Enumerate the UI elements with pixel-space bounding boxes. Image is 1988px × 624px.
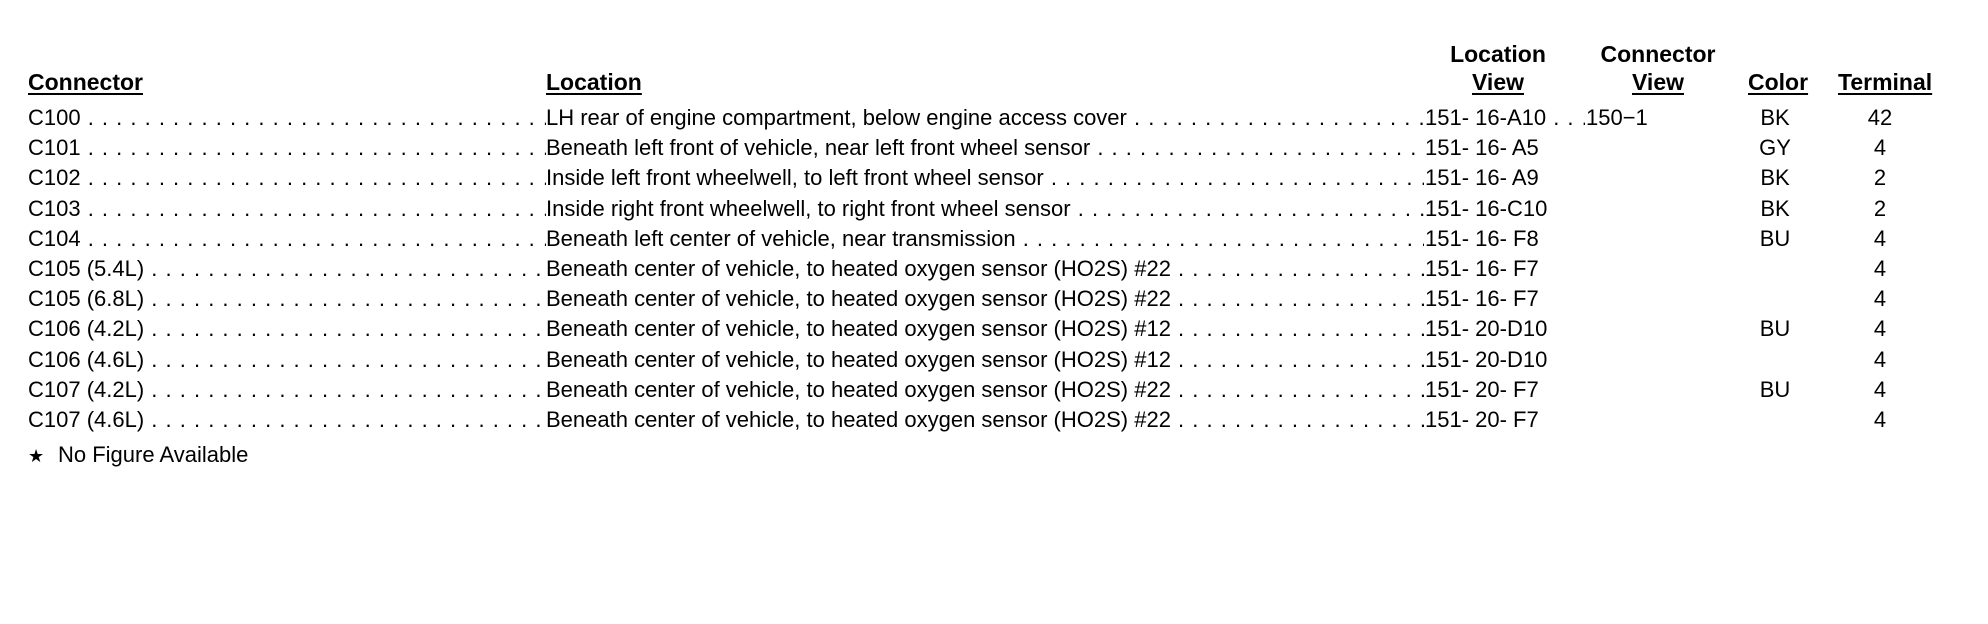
cell-location-view-text: 151- 16- A5 — [1425, 135, 1539, 161]
cell-location-view — [1425, 254, 1585, 284]
cell-location — [546, 163, 1424, 193]
dot-leader — [1044, 165, 1424, 190]
cell-location-text: Beneath center of vehicle, to heated oxygen sensor (HO2S) #22 — [546, 286, 1171, 312]
dot-leader — [81, 105, 546, 130]
cell-terminal-text: 4 — [1873, 286, 1887, 312]
cell-color-text: BK — [1760, 195, 1790, 221]
cell-connector-text: C105 (5.4L) — [28, 255, 145, 281]
table-row — [28, 254, 1968, 284]
cell-terminal — [1840, 103, 1920, 133]
cell-location-view-text: 151- 16- F7 — [1425, 255, 1539, 281]
cell-connector-text: C101 — [28, 135, 81, 161]
table-row — [28, 133, 1968, 163]
cell-location-text: Beneath left front of vehicle, near left front wheel sensor — [546, 135, 1091, 161]
table-body — [28, 103, 1968, 435]
cell-location-view-text: 151- 16-A10 — [1425, 105, 1547, 130]
table-row — [28, 375, 1968, 405]
cell-terminal-text: 4 — [1873, 376, 1887, 402]
header-location-view-line1: Location — [1450, 41, 1546, 67]
dot-leader — [144, 316, 546, 341]
cell-location-text: Beneath center of vehicle, to heated oxygen sensor (HO2S) #12 — [546, 346, 1171, 372]
cell-location-view-text: 151- 20-D10 — [1425, 346, 1548, 372]
cell-color — [1740, 314, 1810, 344]
cell-color-text: GY — [1759, 135, 1791, 161]
footnote-text: No Figure Available — [58, 442, 249, 467]
header-connector: Connector — [28, 69, 143, 95]
dot-leader — [144, 286, 546, 311]
header-location: Location — [546, 69, 642, 95]
table-row — [28, 194, 1968, 224]
cell-terminal-text: 4 — [1873, 135, 1887, 161]
cell-location-text: Inside right front wheelwell, to right front wheel sensor — [546, 195, 1071, 221]
table-row — [28, 163, 1968, 193]
cell-location — [546, 345, 1424, 375]
cell-location-view — [1425, 314, 1585, 344]
cell-terminal — [1840, 133, 1920, 163]
dot-leader — [1171, 316, 1424, 341]
cell-color-text: BU — [1759, 376, 1791, 402]
cell-terminal — [1840, 405, 1920, 435]
dot-leader — [1546, 105, 1585, 130]
cell-location-view — [1425, 284, 1585, 314]
cell-terminal — [1840, 194, 1920, 224]
cell-location-view — [1425, 405, 1585, 435]
cell-terminal-text: 2 — [1873, 165, 1887, 191]
cell-location — [546, 194, 1424, 224]
cell-connector — [28, 405, 546, 435]
dot-leader — [1171, 286, 1424, 311]
cell-location-text: Beneath center of vehicle, to heated oxygen sensor (HO2S) #22 — [546, 376, 1171, 402]
header-location-view-line2: View — [1472, 69, 1524, 95]
cell-location-view — [1425, 375, 1585, 405]
cell-terminal — [1840, 345, 1920, 375]
cell-location-view-text: 151- 16- A9 — [1425, 165, 1539, 191]
header-color: Color — [1748, 69, 1809, 95]
dot-leader — [144, 347, 546, 372]
table-row — [28, 284, 1968, 314]
cell-location-view — [1425, 133, 1585, 163]
cell-color — [1740, 194, 1810, 224]
cell-terminal — [1840, 375, 1920, 405]
table-row — [28, 345, 1968, 375]
cell-location-view — [1425, 163, 1585, 193]
cell-terminal-text: 42 — [1867, 105, 1893, 130]
cell-location-view-text: 151- 20- F7 — [1425, 406, 1539, 432]
dot-leader — [144, 256, 546, 281]
table-row — [28, 405, 1968, 435]
header-terminal: Terminal — [1838, 69, 1933, 95]
cell-location-text: Beneath left center of vehicle, near transmission — [546, 225, 1016, 251]
cell-connector-text: C106 (4.6L) — [28, 346, 145, 372]
cell-location — [546, 314, 1424, 344]
cell-location — [546, 405, 1424, 435]
cell-location-view — [1425, 224, 1585, 254]
header-connector-view-line1: Connector — [1600, 41, 1716, 67]
dot-leader — [1127, 105, 1424, 130]
cell-location-view-text: 151- 16- F7 — [1425, 286, 1539, 312]
cell-location — [546, 133, 1424, 163]
cell-connector — [28, 375, 546, 405]
cell-location — [546, 375, 1424, 405]
dot-leader — [1171, 377, 1424, 402]
connector-table — [28, 40, 1968, 435]
cell-terminal — [1840, 284, 1920, 314]
cell-connector-view-text: 150−1 — [1586, 105, 1648, 130]
cell-location-view — [1425, 194, 1585, 224]
dot-leader — [81, 165, 546, 190]
cell-color — [1740, 375, 1810, 405]
cell-location — [546, 224, 1424, 254]
cell-terminal-text: 4 — [1873, 316, 1887, 342]
cell-connector-text: C106 (4.2L) — [28, 316, 145, 342]
cell-location-text: Inside left front wheelwell, to left front wheel sensor — [546, 165, 1044, 191]
cell-color — [1740, 103, 1810, 133]
cell-terminal — [1840, 254, 1920, 284]
dot-leader — [144, 407, 546, 432]
cell-connector — [28, 133, 546, 163]
cell-connector — [28, 224, 546, 254]
star-icon: ★ — [28, 446, 45, 466]
header-connector-view — [1583, 40, 1733, 96]
cell-terminal — [1840, 163, 1920, 193]
cell-connector-view — [1586, 103, 1736, 133]
cell-location-text: Beneath center of vehicle, to heated oxygen sensor (HO2S) #22 — [546, 406, 1171, 432]
dot-leader — [1171, 347, 1424, 372]
cell-connector — [28, 284, 546, 314]
cell-terminal-text: 4 — [1873, 346, 1887, 372]
dot-leader — [1071, 196, 1424, 221]
footnote — [28, 440, 248, 471]
cell-connector — [28, 345, 546, 375]
cell-connector-text: C104 — [28, 225, 81, 251]
cell-location — [546, 103, 1424, 133]
cell-color — [1740, 224, 1810, 254]
cell-location-text: LH rear of engine compartment, below engine access cover — [546, 105, 1127, 130]
cell-color-text: BK — [1760, 105, 1790, 130]
cell-color-text: BK — [1760, 165, 1790, 191]
cell-location-view-text: 151- 20-D10 — [1425, 316, 1548, 342]
cell-connector-text: C107 (4.6L) — [28, 406, 145, 432]
dot-leader — [1090, 135, 1424, 160]
header-location-view — [1438, 40, 1558, 96]
cell-location — [546, 254, 1424, 284]
cell-location — [546, 284, 1424, 314]
cell-connector-text: C107 (4.2L) — [28, 376, 145, 402]
cell-terminal-text: 4 — [1873, 225, 1887, 251]
dot-leader — [81, 196, 546, 221]
cell-connector — [28, 103, 546, 133]
dot-leader — [144, 377, 546, 402]
cell-color-text: BU — [1759, 225, 1791, 251]
cell-connector-text: C100 — [28, 105, 81, 130]
cell-terminal-text: 4 — [1873, 406, 1887, 432]
cell-location-view-text: 151- 16- F8 — [1425, 225, 1539, 251]
cell-connector — [28, 254, 546, 284]
cell-location-view-text: 151- 16-C10 — [1425, 195, 1548, 221]
table-row — [28, 103, 1968, 133]
dot-leader — [1171, 256, 1424, 281]
dot-leader — [1171, 407, 1424, 432]
dot-leader — [81, 135, 546, 160]
cell-location-text: Beneath center of vehicle, to heated oxygen sensor (HO2S) #22 — [546, 255, 1171, 281]
cell-terminal-text: 4 — [1873, 255, 1887, 281]
cell-location-text: Beneath center of vehicle, to heated oxygen sensor (HO2S) #12 — [546, 316, 1171, 342]
dot-leader — [81, 226, 546, 251]
cell-connector-text: C105 (6.8L) — [28, 286, 145, 312]
dot-leader — [1016, 226, 1424, 251]
cell-color-text: BU — [1759, 316, 1791, 342]
table-row — [28, 224, 1968, 254]
table-header — [28, 40, 1968, 103]
table-row — [28, 314, 1968, 344]
cell-terminal — [1840, 224, 1920, 254]
cell-terminal — [1840, 314, 1920, 344]
cell-terminal-text: 2 — [1873, 195, 1887, 221]
cell-location-view — [1425, 345, 1585, 375]
cell-connector — [28, 314, 546, 344]
cell-color — [1740, 163, 1810, 193]
cell-connector-text: C102 — [28, 165, 81, 191]
cell-connector — [28, 194, 546, 224]
cell-connector-text: C103 — [28, 195, 81, 221]
header-connector-view-line2: View — [1632, 69, 1684, 95]
cell-location-view — [1425, 103, 1585, 133]
cell-connector — [28, 163, 546, 193]
cell-location-view-text: 151- 20- F7 — [1425, 376, 1539, 402]
cell-color — [1740, 133, 1810, 163]
